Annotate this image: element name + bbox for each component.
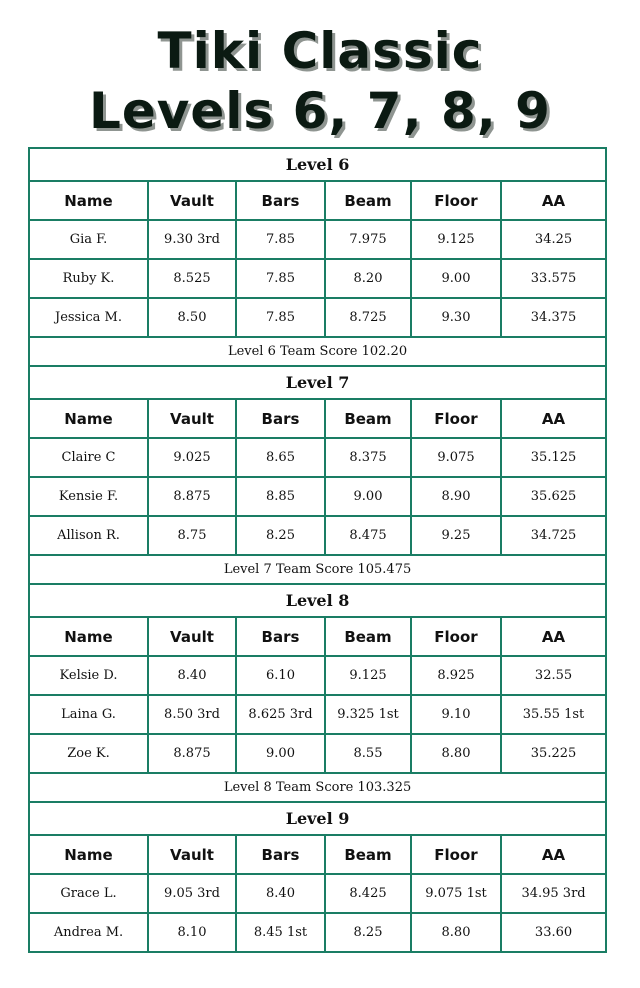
- score-cell: 34.375: [501, 298, 606, 337]
- score-cell: 8.50: [148, 298, 236, 337]
- score-cell: 8.80: [411, 734, 501, 773]
- score-cell: 9.05 3rd: [148, 874, 236, 913]
- score-cell: 35.225: [501, 734, 606, 773]
- level-heading: Level 7: [29, 366, 606, 399]
- table-row: [29, 516, 606, 555]
- score-cell: 34.95 3rd: [501, 874, 606, 913]
- score-cell: 34.25: [501, 220, 606, 259]
- column-header: Floor: [411, 617, 501, 656]
- column-header-row: [29, 617, 606, 656]
- score-cell: 9.075 1st: [411, 874, 501, 913]
- athlete-name-cell: Ruby K.: [29, 259, 148, 298]
- score-cell: 7.85: [236, 220, 325, 259]
- team-score-row: [29, 773, 606, 802]
- column-header: Beam: [325, 835, 411, 874]
- column-header-row: [29, 181, 606, 220]
- score-cell: 8.65: [236, 438, 325, 477]
- score-cell: 8.725: [325, 298, 411, 337]
- level-heading: Level 8: [29, 584, 606, 617]
- score-cell: 32.55: [501, 656, 606, 695]
- score-cell: 9.325 1st: [325, 695, 411, 734]
- score-cell: 9.00: [325, 477, 411, 516]
- level-heading-row: [29, 366, 606, 399]
- table-row: [29, 734, 606, 773]
- athlete-name-cell: Kensie F.: [29, 477, 148, 516]
- column-header-row: [29, 399, 606, 438]
- score-cell: 8.25: [236, 516, 325, 555]
- athlete-name-cell: Andrea M.: [29, 913, 148, 952]
- score-cell: 8.925: [411, 656, 501, 695]
- athlete-name-cell: Kelsie D.: [29, 656, 148, 695]
- column-header: Floor: [411, 835, 501, 874]
- column-header: Bars: [236, 399, 325, 438]
- column-header: Name: [29, 181, 148, 220]
- column-header: AA: [501, 181, 606, 220]
- column-header: Vault: [148, 399, 236, 438]
- athlete-name-cell: Laina G.: [29, 695, 148, 734]
- score-cell: 7.85: [236, 298, 325, 337]
- level-heading: Level 9: [29, 802, 606, 835]
- score-cell: 9.125: [325, 656, 411, 695]
- team-score: Level 8 Team Score 103.325: [29, 773, 606, 802]
- column-header-row: [29, 835, 606, 874]
- column-header: Vault: [148, 617, 236, 656]
- column-header: Bars: [236, 181, 325, 220]
- score-cell: 8.75: [148, 516, 236, 555]
- score-cell: 35.55 1st: [501, 695, 606, 734]
- column-header: Beam: [325, 399, 411, 438]
- score-cell: 35.625: [501, 477, 606, 516]
- score-cell: 8.25: [325, 913, 411, 952]
- score-cell: 8.40: [236, 874, 325, 913]
- level-heading-row: [29, 802, 606, 835]
- athlete-name-cell: Claire C: [29, 438, 148, 477]
- column-header: Name: [29, 617, 148, 656]
- athlete-name-cell: Grace L.: [29, 874, 148, 913]
- page-title: Tiki Classic: [157, 22, 483, 80]
- column-header: Floor: [411, 399, 501, 438]
- level-heading-row: [29, 148, 606, 181]
- table-row: [29, 477, 606, 516]
- score-cell: 8.55: [325, 734, 411, 773]
- score-cell: 9.00: [236, 734, 325, 773]
- score-cell: 9.25: [411, 516, 501, 555]
- score-cell: 9.075: [411, 438, 501, 477]
- score-cell: 33.60: [501, 913, 606, 952]
- column-header: AA: [501, 399, 606, 438]
- score-cell: 6.10: [236, 656, 325, 695]
- score-cell: 8.525: [148, 259, 236, 298]
- score-cell: 8.875: [148, 734, 236, 773]
- score-cell: 8.375: [325, 438, 411, 477]
- column-header: Beam: [325, 617, 411, 656]
- score-cell: 34.725: [501, 516, 606, 555]
- score-cell: 8.85: [236, 477, 325, 516]
- table-row: [29, 259, 606, 298]
- column-header: Beam: [325, 181, 411, 220]
- table-row: [29, 913, 606, 952]
- score-cell: 8.50 3rd: [148, 695, 236, 734]
- table-row: [29, 220, 606, 259]
- score-cell: 8.625 3rd: [236, 695, 325, 734]
- table-row: [29, 438, 606, 477]
- team-score: Level 6 Team Score 102.20: [29, 337, 606, 366]
- column-header: AA: [501, 835, 606, 874]
- column-header: Vault: [148, 181, 236, 220]
- score-cell: 8.10: [148, 913, 236, 952]
- team-score: Level 7 Team Score 105.475: [29, 555, 606, 584]
- column-header: AA: [501, 617, 606, 656]
- results-body: [29, 148, 606, 952]
- column-header: Bars: [236, 835, 325, 874]
- score-cell: 9.125: [411, 220, 501, 259]
- score-cell: 8.80: [411, 913, 501, 952]
- column-header: Name: [29, 835, 148, 874]
- score-cell: 8.20: [325, 259, 411, 298]
- score-cell: 8.40: [148, 656, 236, 695]
- score-cell: 7.975: [325, 220, 411, 259]
- score-cell: 9.10: [411, 695, 501, 734]
- team-score-row: [29, 337, 606, 366]
- score-cell: 35.125: [501, 438, 606, 477]
- team-score-row: [29, 555, 606, 584]
- athlete-name-cell: Jessica M.: [29, 298, 148, 337]
- athlete-name-cell: Gia F.: [29, 220, 148, 259]
- column-header: Floor: [411, 181, 501, 220]
- athlete-name-cell: Zoe K.: [29, 734, 148, 773]
- table-row: [29, 695, 606, 734]
- score-cell: 9.30: [411, 298, 501, 337]
- table-row: [29, 874, 606, 913]
- score-cell: 9.025: [148, 438, 236, 477]
- column-header: Bars: [236, 617, 325, 656]
- table-row: [29, 298, 606, 337]
- score-cell: 9.30 3rd: [148, 220, 236, 259]
- column-header: Vault: [148, 835, 236, 874]
- score-cell: 8.45 1st: [236, 913, 325, 952]
- level-heading: Level 6: [29, 148, 606, 181]
- score-cell: 8.425: [325, 874, 411, 913]
- table-row: [29, 656, 606, 695]
- level-heading-row: [29, 584, 606, 617]
- athlete-name-cell: Allison R.: [29, 516, 148, 555]
- results-table: [28, 147, 607, 953]
- score-cell: 7.85: [236, 259, 325, 298]
- page-subtitle: Levels 6, 7, 8, 9: [89, 82, 551, 140]
- score-cell: 8.90: [411, 477, 501, 516]
- score-cell: 8.875: [148, 477, 236, 516]
- column-header: Name: [29, 399, 148, 438]
- score-cell: 33.575: [501, 259, 606, 298]
- score-cell: 9.00: [411, 259, 501, 298]
- score-cell: 8.475: [325, 516, 411, 555]
